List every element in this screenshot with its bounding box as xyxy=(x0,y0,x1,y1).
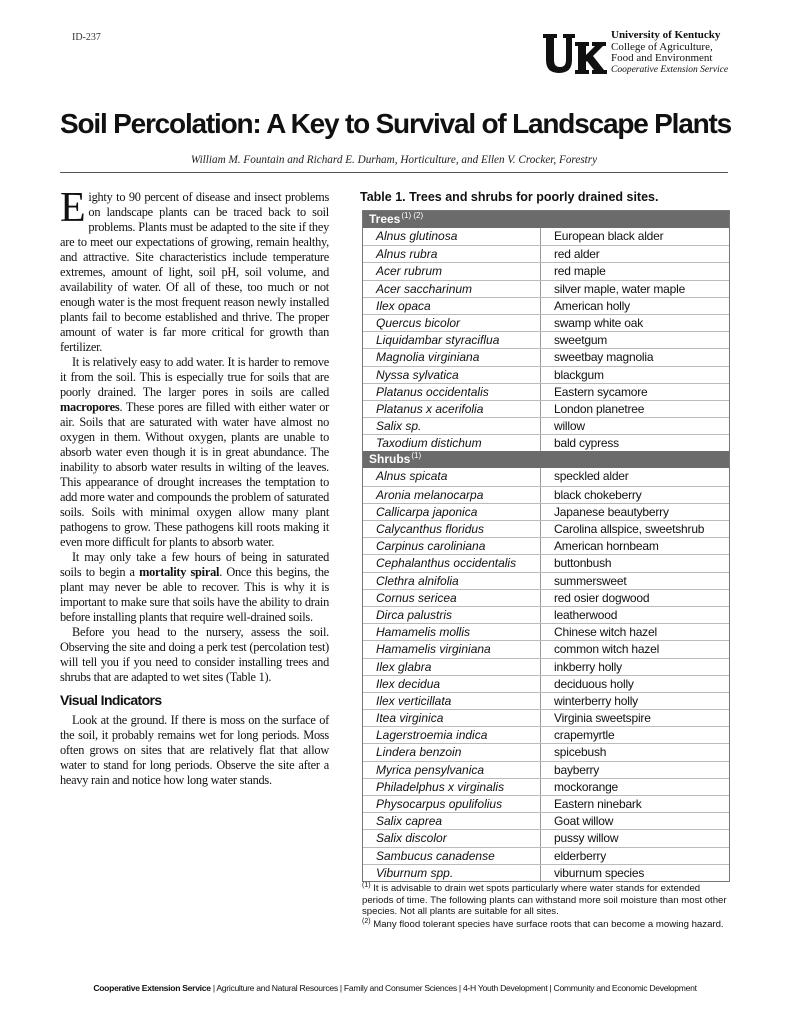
common-name: red alder xyxy=(554,247,600,262)
scientific-name: Cornus sericea xyxy=(363,590,541,606)
plant-table xyxy=(362,210,730,882)
scientific-name: Cephalanthus occidentalis xyxy=(363,555,541,571)
scientific-name: Salix sp. xyxy=(363,418,541,434)
table-row xyxy=(363,572,729,589)
table-row xyxy=(363,709,729,726)
table-row xyxy=(363,297,729,314)
scientific-name: Viburnum spp. xyxy=(363,865,541,881)
table-section-shrubs xyxy=(363,451,729,468)
scientific-name: Dirca palustris xyxy=(363,607,541,623)
note-2-mark: (2) xyxy=(362,917,371,925)
common-name: sweetgum xyxy=(554,333,608,348)
table-row xyxy=(363,658,729,675)
scientific-name: Taxodium distichum xyxy=(363,435,541,451)
org-extension: Cooperative Extension Service xyxy=(611,64,729,75)
table-row xyxy=(363,623,729,640)
scientific-name: Clethra alnifolia xyxy=(363,573,541,589)
shrubs-note-refs: (1) xyxy=(411,451,422,461)
common-name: American holly xyxy=(554,298,630,313)
common-name: elderberry xyxy=(554,848,607,863)
common-name: Eastern ninebark xyxy=(554,797,642,811)
scientific-name: Acer saccharinum xyxy=(363,281,541,297)
table-row xyxy=(363,348,729,365)
scientific-name: Sambucus canadense xyxy=(363,848,541,864)
footer xyxy=(50,983,740,993)
table-row xyxy=(363,400,729,417)
table-row xyxy=(363,761,729,778)
table-row xyxy=(363,314,729,331)
common-name: mockorange xyxy=(554,779,619,794)
org-college-cont: Food and Environment xyxy=(611,52,713,64)
common-name: London planetree xyxy=(554,401,645,416)
common-name: bayberry xyxy=(554,762,600,777)
common-name: willow xyxy=(554,419,585,434)
common-name: blackgum xyxy=(554,367,604,382)
page-title: Soil Percolation: A Key to Survival of Landscape Plants xyxy=(60,108,731,139)
org-block xyxy=(611,30,728,76)
table-row xyxy=(363,383,729,400)
scientific-name: Lindera benzoin xyxy=(363,744,541,760)
common-name: Chinese witch hazel xyxy=(554,625,657,640)
common-name: swamp white oak xyxy=(554,315,644,330)
common-name: pussy willow xyxy=(554,831,619,846)
scientific-name: Magnolia virginiana xyxy=(363,349,541,365)
common-name: American hornbeam xyxy=(554,539,659,554)
scientific-name: Quercus bicolor xyxy=(363,315,541,331)
common-name: inkberry holly xyxy=(554,659,622,674)
shrubs-label: Shrubs xyxy=(369,452,411,467)
common-name: deciduous holly xyxy=(554,676,634,691)
paragraph-5: Look at the ground. If there is moss on the surface of the soil, it probably remains wet for long periods. Moss often grows on sites that are relatively flat that allow water to stand for long periods. Observe the site after a heavy rain and notice how long water stands. xyxy=(60,713,329,787)
dropcap: E xyxy=(60,185,86,231)
scientific-name: Lagerstroemia indica xyxy=(363,727,541,743)
common-name: common witch hazel xyxy=(554,642,660,657)
term-mortality-spiral: mortality spiral xyxy=(139,565,220,579)
note-2-text: Many flood tolerant species have surface roots that can become a mowing hazard. xyxy=(373,918,724,930)
common-name: buttonbush xyxy=(554,556,612,571)
scientific-name: Alnus glutinosa xyxy=(363,228,541,245)
table-note-2 xyxy=(362,919,728,931)
shrubs-rows xyxy=(363,468,729,881)
note-1-text: It is advisable to drain wet spots particularly where water stands for extended periods of time. The following plants can withstand more soil moisture than most other species. Not all plants are suitable for all sites. xyxy=(362,883,727,917)
paragraph-2-text-a: It is relatively easy to add water. It is harder to remove it from the soil. This is especially true for soils that are poorly drained. The larger pores in soils are called xyxy=(60,355,329,399)
table-row xyxy=(363,795,729,812)
scientific-name: Calycanthus floridus xyxy=(363,521,541,537)
table-row xyxy=(363,537,729,554)
table-row xyxy=(363,675,729,692)
scientific-name: Carpinus caroliniana xyxy=(363,538,541,554)
table-note-1 xyxy=(362,883,728,918)
table-row xyxy=(363,486,729,503)
table-row xyxy=(363,262,729,279)
paragraph-2-text-b: . These pores are filled with either water or air. Soils that are saturated with water have almost no oxygen in them. Without oxygen, plants are unable to absorb water even though it is in great abundance. The inability to absorb water results in wilting of the leaves. This appearance of drought increases the temptation to add more water and compounds the problem of saturated soils. Soils with minimal oxygen allow many plant pathogens to grow. These pathogens kill roots making it even more difficult for plants to absorb water. xyxy=(60,400,329,549)
footer-text: | Agriculture and Natural Resources | Family and Consumer Sciences | 4-H Youth Development | Community and Economic Development xyxy=(210,983,697,993)
table-notes xyxy=(362,883,728,931)
table-row xyxy=(363,331,729,348)
table-row xyxy=(363,606,729,623)
common-name: winterberry holly xyxy=(554,693,638,708)
table-row xyxy=(363,468,729,485)
table-row xyxy=(363,366,729,383)
scientific-name: Alnus rubra xyxy=(363,246,541,262)
scientific-name: Salix discolor xyxy=(363,830,541,846)
table-row xyxy=(363,743,729,760)
footer-bold: Cooperative Extension Service xyxy=(93,983,211,993)
common-name: red maple xyxy=(554,264,606,279)
section-heading-visual-indicators: Visual Indicators xyxy=(60,692,162,708)
scientific-name: Aronia melanocarpa xyxy=(363,487,541,503)
scientific-name: Acer rubrum xyxy=(363,263,541,279)
trees-label: Trees xyxy=(369,212,401,226)
table-row xyxy=(363,829,729,846)
authors: William M. Fountain and Richard E. Durham, Horticulture, and Ellen V. Crocker, Forestry xyxy=(190,154,598,166)
scientific-name: Nyssa sylvatica xyxy=(363,367,541,383)
common-name: sweetbay magnolia xyxy=(554,350,654,365)
common-name: bald cypress xyxy=(554,436,619,451)
common-name: black chokeberry xyxy=(554,487,642,502)
common-name: summersweet xyxy=(554,573,627,588)
scientific-name: Hamamelis virginiana xyxy=(363,641,541,657)
scientific-name: Ilex opaca xyxy=(363,298,541,314)
paragraph-4: Before you head to the nursery, assess the soil. Observing the site and doing a perk test (percolation test) will tell you if you need to consider installing trees and shrubs that are adapted to wet sites (Table 1). xyxy=(60,625,329,684)
note-1-mark: (1) xyxy=(362,881,371,889)
scientific-name: Itea virginica xyxy=(363,710,541,726)
table-section-trees xyxy=(363,211,729,228)
common-name: crapemyrtle xyxy=(554,728,615,743)
org-college: College of Agriculture, xyxy=(611,40,713,53)
table-row xyxy=(363,417,729,434)
common-name: European black alder xyxy=(554,229,664,243)
scientific-name: Philadelphus x virginalis xyxy=(363,779,541,795)
table-row xyxy=(363,434,729,451)
paragraph-3 xyxy=(60,550,329,625)
table-row xyxy=(363,640,729,657)
term-macropores: macropores xyxy=(60,400,120,414)
common-name: Eastern sycamore xyxy=(554,384,648,399)
scientific-name: Platanus x acerifolia xyxy=(363,401,541,417)
scientific-name: Platanus occidentalis xyxy=(363,384,541,400)
table-caption: Table 1. Trees and shrubs for poorly drained sites. xyxy=(360,190,659,204)
body-text xyxy=(60,185,329,788)
scientific-name: Hamamelis mollis xyxy=(363,624,541,640)
paragraph-3-text-a: It may only take a few hours of being in saturated soils to begin a xyxy=(60,550,329,579)
paragraph-2 xyxy=(60,355,329,550)
common-name: Goat willow xyxy=(554,814,614,829)
table-row xyxy=(363,778,729,795)
paragraph-1 xyxy=(60,185,329,355)
paragraph-1-text: ighty to 90 percent of disease and insect problems on landscape plants can be traced back to soil problems. Plants must be adapted to the site if they are to meet our expectations of growing, remain healthy, and attractive. Site characteristics include temperature extremes, amount of light, soil pH, soil volume, and availability of water. Of all of these, too much or not enough water is the most frequent reason newly installed plants fail to become established and thrive. The proper amount of water is far more critical for growth than fertilizer. xyxy=(60,190,329,354)
common-name: Carolina allspice, sweetshrub xyxy=(554,522,705,536)
table-row xyxy=(363,812,729,829)
title-rule xyxy=(60,172,728,173)
table-row xyxy=(363,228,729,245)
table-row xyxy=(363,589,729,606)
document-id: ID-237 xyxy=(72,32,101,43)
scientific-name: Callicarpa japonica xyxy=(363,504,541,520)
uk-logo-icon xyxy=(541,30,607,78)
scientific-name: Liquidambar styraciflua xyxy=(363,332,541,348)
table-row xyxy=(363,692,729,709)
common-name: spicebush xyxy=(554,745,607,760)
scientific-name: Myrica pensylvanica xyxy=(363,762,541,778)
org-university: University of Kentucky xyxy=(611,29,721,41)
table-row xyxy=(363,847,729,864)
common-name: speckled alder xyxy=(554,469,629,484)
scientific-name: Ilex decidua xyxy=(363,676,541,692)
table-row xyxy=(363,280,729,297)
common-name: leatherwood xyxy=(554,607,618,622)
scientific-name: Salix caprea xyxy=(363,813,541,829)
scientific-name: Ilex verticillata xyxy=(363,693,541,709)
table-row xyxy=(363,245,729,262)
trees-rows xyxy=(363,228,729,451)
table-row xyxy=(363,864,729,881)
common-name: viburnum species xyxy=(554,865,645,880)
scientific-name: Physocarpus opulifolius xyxy=(363,796,541,812)
common-name: silver maple, water maple xyxy=(554,281,686,296)
common-name: Virginia sweetspire xyxy=(554,711,651,726)
table-row xyxy=(363,554,729,571)
scientific-name: Ilex glabra xyxy=(363,659,541,675)
trees-note-refs: (1) (2) xyxy=(401,211,424,220)
table-row xyxy=(363,726,729,743)
common-name: Japanese beautyberry xyxy=(554,504,669,519)
paragraph-3-text-b: . Once this begins, the plant may never be able to recover. This is why it is important to make sure that soils have the ability to drain before installing plants that require well-drained soils. xyxy=(60,565,329,624)
common-name: red osier dogwood xyxy=(554,590,650,605)
table-row xyxy=(363,520,729,537)
table-row xyxy=(363,503,729,520)
scientific-name: Alnus spicata xyxy=(363,468,541,485)
